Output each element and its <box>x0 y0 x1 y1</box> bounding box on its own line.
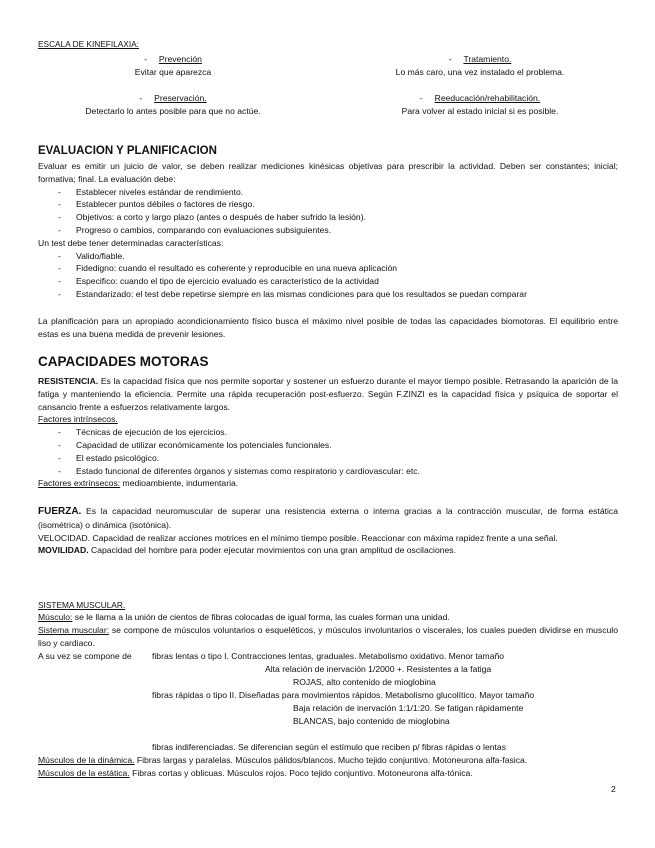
list-item: - El estado psicológico. <box>38 452 618 465</box>
estatica-text: Fibras cortas y oblicuas. Músculos rojos. Poco tejido conjuntivo. Motoneurona alfa-tónica. <box>129 768 473 778</box>
prevencion-text: Evitar que aparezca <box>134 66 212 77</box>
list-item: - Especifico: cuando el tipo de ejercicio evaluado es característico de la actividad <box>38 275 618 288</box>
factores-extrinsecos-text: medioambiente, indumentaria. <box>120 478 239 489</box>
list-item: - Objetivos: a corto y largo plazo (antes o después de haber sufrido la lesión). <box>38 211 618 224</box>
fuerza-label: FUERZA. <box>38 506 82 517</box>
planificacion-paragraph: La planificación para un apropiado acondicionamiento físico busca el máximo nivel posible de todas las capacidades biomotoras. El equilibrio entre estas es una buena medida de prevenir lesiones. <box>38 316 618 339</box>
evaluacion-title: EVALUACION Y PLANIFICACION <box>38 145 217 157</box>
page-number: 2 <box>611 784 616 794</box>
resistencia-text: Es la capacidad física que nos permite soportar y sostener un esfuerzo durante el mayor tiempo posible. Retrasando la aparición de la fatiga y manteniendo la eficiencia. Permite una rápida recuperación post-esfuerzo. Según F.ZINZI es la capacidad física y psíquica de soportar el cansancio frente a esfuerzos relativamente largos. <box>38 376 618 412</box>
velocidad-paragraph: VELOCIDAD. Capacidad de realizar acciones motrices en el mínimo tiempo posible. Reaccionar con máxima rapidez frente a una señal. <box>38 532 558 543</box>
capacidades-title: CAPACIDADES MOTORAS <box>38 354 209 369</box>
a-su-vez: A su vez se compone de <box>38 651 132 661</box>
evaluacion-list <box>38 186 618 237</box>
reeducacion-title: - Reeducación/rehabilitación. <box>419 93 541 103</box>
estatica-label: Músculos de la estática. <box>38 768 130 778</box>
preservacion-text: Detectarlo lo antes posible para que no actúe. <box>85 105 261 116</box>
test-intro: Un test debe tener determinadas características: <box>38 237 224 248</box>
movilidad-paragraph <box>38 544 618 557</box>
capacidades-section-2 <box>38 505 618 557</box>
reeducacion-block <box>355 92 605 118</box>
list-item: - Estandarizado: el test debe repetirse siempre en las mismas condiciones para que los resultados se puedan comparar <box>38 288 618 301</box>
list-item: - Técnicas de ejecución de los ejercicios. <box>38 426 618 439</box>
fuerza-text: Es la capacidad neuromuscular de superar una resistencia externa o interna gracias a la contracción muscular, de forma estática (isométrica) o dinámica (isotónica). <box>38 506 618 530</box>
list-item: - Fidedigno: cuando el resultado es coherente y reproducible en una nueva aplicación <box>38 262 618 275</box>
evaluacion-intro: Evaluar es emitir un juicio de valor, se deben realizar mediciones kinésicas objetivas para prescribir la actividad. Deben ser constantes; inicial; formativa; final. La evaluación debe: <box>38 161 618 184</box>
musculo-paragraph <box>38 611 618 624</box>
resistencia-label: RESISTENCIA. <box>38 376 99 386</box>
factores-extrinsecos <box>38 477 618 490</box>
factores-extrinsecos-label: Factores extrínsecos: <box>38 478 121 489</box>
list-item: - Capacidad de utilizar económicamente los potenciales funcionales. <box>38 439 618 452</box>
list-item: - Progreso o cambios, comparando con evaluaciones subsiguientes. <box>38 224 618 237</box>
musculos-dinamica <box>38 754 527 767</box>
musculo-text: se le llama a la unión de cientos de fibras colocadas de igual forma, las cuales forman una unidad. <box>72 612 450 622</box>
capacidades-section <box>38 375 618 490</box>
kinefilaxia-title: ESCALA DE KINEFILAXIA: <box>38 39 139 49</box>
movilidad-text: Capacidad del hombre para poder ejecutar movimientos con una gran amplitud de oscilaciones. <box>88 545 456 556</box>
fibras-lentas: fibras lentas o tipo I. Contracciones lentas, graduales. Metabolismo oxidativo. Menor tamaño <box>152 651 505 661</box>
muscular-section <box>38 611 618 649</box>
dinamica-text: Fibras largas y paralelas. Músculos pálidos/blancos. Mucho tejido conjuntivo. Motoneurona alfa-fasica. <box>134 755 528 765</box>
movilidad-label: MOVILIDAD. <box>38 545 89 556</box>
sistema-paragraph <box>38 624 618 650</box>
dinamica-label: Músculos de la dinámica. <box>38 755 135 765</box>
list-item: - Estado funcional de diferentes órganos y sistemas como respiratorio y cardiovascular: etc. <box>38 465 618 478</box>
fibras-lentas-detail-1: Alta relación de inervación 1/2000 +. Resistentes a la fatiga <box>265 664 492 674</box>
prevencion-title: - Prevención <box>144 54 202 64</box>
factores-intrinsecos-label: Factores intrínsecos. <box>38 414 118 425</box>
fibras-rapidas-detail-1: Baja relación de inervación 1:1/1:20. Se fatigan rápidamente <box>293 703 524 713</box>
fibras-lentas-detail-2: ROJAS, alto contenido de mioglobina <box>293 677 436 687</box>
list-item: - Establecer niveles estándar de rendimiento. <box>38 186 618 199</box>
tratamiento-block <box>355 53 605 79</box>
evaluacion-section <box>38 160 618 301</box>
list-item: - Establecer puntos débiles o factores de riesgo. <box>38 198 618 211</box>
sistema-text: se compone de músculos voluntarios o esqueléticos, y músculos involuntarios o viscerales, los cuales pueden dividirse en musculo liso y cardiaco. <box>38 624 618 648</box>
list-item: - Valido/fiable. <box>38 250 618 263</box>
tratamiento-text: Lo más caro, una vez instalado el problema. <box>395 66 565 77</box>
prevencion-block <box>48 53 298 79</box>
preservacion-title: - Preservación. <box>139 93 207 103</box>
musculos-estatica <box>38 767 473 780</box>
musculo-label: Músculo: <box>38 612 73 622</box>
fibras-rapidas-detail-2: BLANCAS, bajo contenido de mioglobina <box>293 716 450 726</box>
resistencia-paragraph <box>38 375 618 413</box>
fibras-indiferenciadas: fibras indiferenciadas. Se diferencian según el estímulo que reciben p/ fibras rápidas o lentas <box>152 742 506 752</box>
preservacion-block <box>48 92 298 118</box>
fuerza-paragraph <box>38 505 618 532</box>
sistema-label: Sistema muscular: <box>38 624 110 635</box>
factores-intrinsecos-list <box>38 426 618 477</box>
fibras-rapidas: fibras rápidas o tipo II. Diseñadas para movimientos rápidos. Metabolismo glucolítico. Mayor tamaño <box>152 690 535 700</box>
muscular-title: SISTEMA MUSCULAR. <box>38 600 126 610</box>
reeducacion-text: Para volver al estado inicial si es posible. <box>401 105 559 116</box>
test-list <box>38 250 618 301</box>
tratamiento-title: - Tratamiento. <box>448 54 512 64</box>
